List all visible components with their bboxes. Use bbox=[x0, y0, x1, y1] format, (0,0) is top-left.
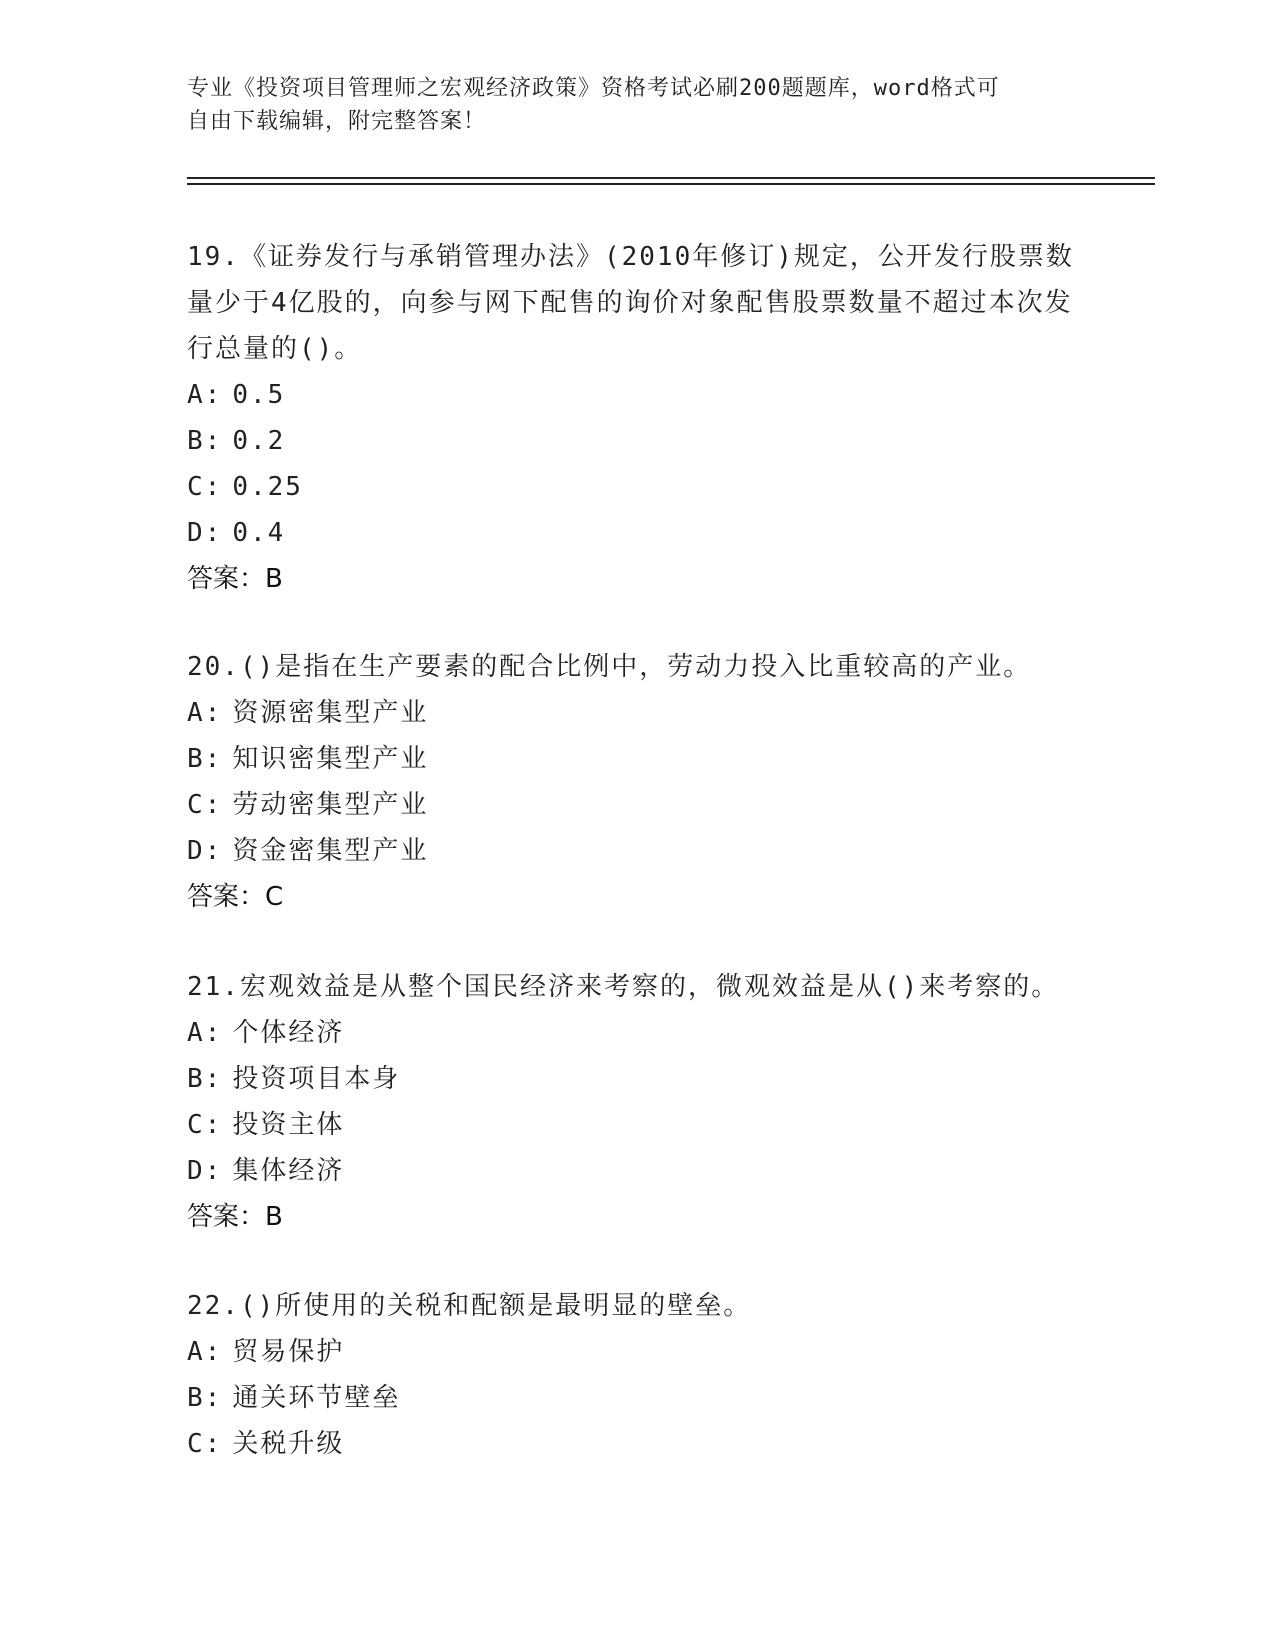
option-a bbox=[187, 690, 1087, 736]
question-stem: 21.宏观效益是从整个国民经济来考察的，微观效益是从()来考察的。 bbox=[187, 972, 1060, 1002]
option-b bbox=[187, 1375, 1087, 1421]
option-text: 通关环节壁垒 bbox=[232, 1383, 401, 1413]
option-b bbox=[187, 418, 1087, 464]
option-text: 关税升级 bbox=[232, 1429, 345, 1459]
answer-line: 答案：B bbox=[187, 1202, 283, 1232]
question-stem: 19.《证券发行与承销管理办法》(2010年修订)规定，公开发行股票数量少于4亿股的，向参与网下配售的询价对象配售股票数量不超过本次发行总量的()。 bbox=[187, 242, 1074, 364]
option-letter: D: bbox=[187, 1156, 223, 1186]
option-d bbox=[187, 510, 1087, 556]
option-c bbox=[187, 464, 1087, 510]
option-text: 0.4 bbox=[232, 518, 286, 548]
option-c bbox=[187, 1102, 1087, 1148]
question-21 bbox=[187, 964, 1087, 1240]
option-text: 劳动密集型产业 bbox=[232, 790, 429, 820]
option-c bbox=[187, 1421, 1087, 1467]
option-text: 投资项目本身 bbox=[232, 1064, 401, 1094]
question-stem: 22.()所使用的关税和配额是最明显的壁垒。 bbox=[187, 1291, 752, 1321]
option-d bbox=[187, 828, 1087, 874]
option-letter: B: bbox=[187, 1064, 223, 1094]
header-divider-top bbox=[187, 177, 1155, 179]
option-text: 0.25 bbox=[232, 472, 303, 502]
answer-line: 答案：C bbox=[187, 882, 284, 912]
option-letter: C: bbox=[187, 1429, 223, 1459]
option-b bbox=[187, 1056, 1087, 1102]
question-20 bbox=[187, 644, 1087, 920]
option-text: 资金密集型产业 bbox=[232, 836, 429, 866]
option-letter: C: bbox=[187, 472, 223, 502]
answer-line: 答案：B bbox=[187, 564, 283, 594]
option-text: 0.5 bbox=[232, 380, 286, 410]
question-stem: 20.()是指在生产要素的配合比例中，劳动力投入比重较高的产业。 bbox=[187, 652, 1032, 682]
option-text: 集体经济 bbox=[232, 1156, 345, 1186]
option-text: 资源密集型产业 bbox=[232, 698, 429, 728]
option-d bbox=[187, 1148, 1087, 1194]
option-b bbox=[187, 736, 1087, 782]
question-19 bbox=[187, 234, 1087, 602]
option-letter: A: bbox=[187, 698, 223, 728]
option-letter: C: bbox=[187, 790, 223, 820]
option-letter: A: bbox=[187, 380, 223, 410]
option-text: 0.2 bbox=[232, 426, 286, 456]
option-letter: B: bbox=[187, 744, 223, 774]
option-a bbox=[187, 372, 1087, 418]
option-c bbox=[187, 782, 1087, 828]
option-letter: D: bbox=[187, 518, 223, 548]
option-letter: D: bbox=[187, 836, 223, 866]
option-letter: C: bbox=[187, 1110, 223, 1140]
header-line-1: 专业《投资项目管理师之宏观经济政策》资格考试必刷200题题库，word格式可 bbox=[187, 76, 1000, 101]
option-letter: B: bbox=[187, 426, 223, 456]
question-22 bbox=[187, 1283, 1087, 1467]
option-letter: A: bbox=[187, 1018, 223, 1048]
header-divider-bottom bbox=[187, 183, 1155, 185]
option-letter: B: bbox=[187, 1383, 223, 1413]
header-line-2: 自由下载编辑，附完整答案！ bbox=[187, 109, 487, 134]
option-a bbox=[187, 1010, 1087, 1056]
option-a bbox=[187, 1329, 1087, 1375]
option-text: 知识密集型产业 bbox=[232, 744, 429, 774]
option-text: 个体经济 bbox=[232, 1018, 345, 1048]
document-header bbox=[187, 72, 1087, 138]
option-text: 贸易保护 bbox=[232, 1337, 345, 1367]
option-letter: A: bbox=[187, 1337, 223, 1367]
option-text: 投资主体 bbox=[232, 1110, 345, 1140]
